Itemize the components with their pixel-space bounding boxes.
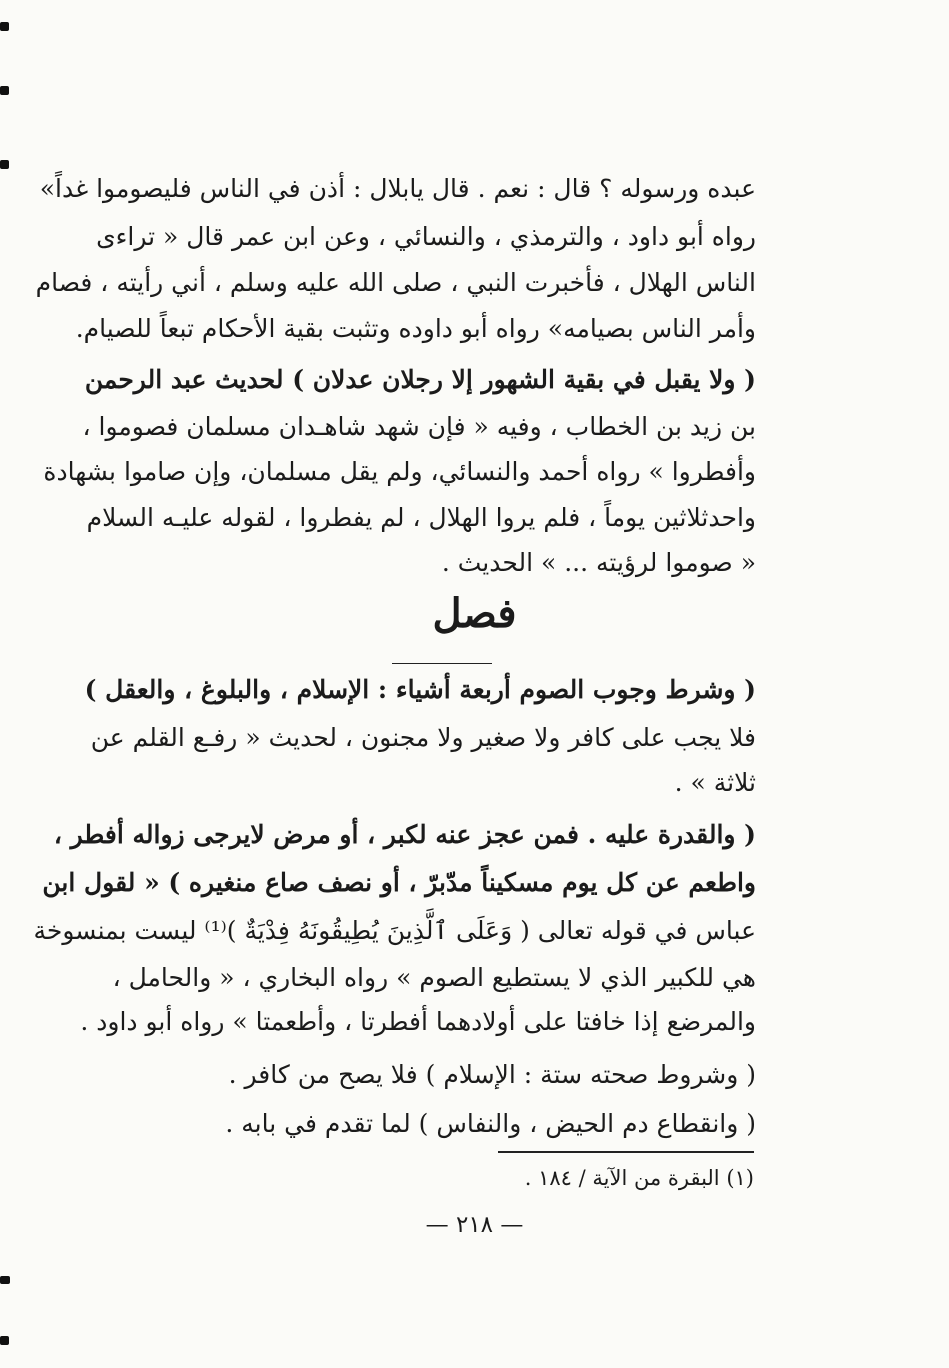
binding-mark <box>0 1336 9 1345</box>
text-line: فلا يجب على كافر ولا صغير ولا مجنون ، لحديث « رفـع القلم عن <box>90 723 756 752</box>
text-line: ( وانقطاع دم الحيض ، والنفاس ) لما تقدم في بابه . <box>225 1109 756 1138</box>
divider <box>392 663 492 664</box>
text-line: رواه أبو داود ، والترمذي ، والنسائي ، وعن ابن عمر قال « تراءى <box>96 222 756 251</box>
binding-mark <box>0 160 9 169</box>
text-line: عبده ورسوله ؟ قال : نعم . قال يابلال : أذن في الناس فليصوموا غداً» <box>39 174 756 203</box>
binding-mark <box>0 22 9 31</box>
text-line: ( وشروط صحته ستة : الإسلام ) فلا يصح من كافر . <box>228 1060 756 1089</box>
text-line: ( ولا يقبل في بقية الشهور إلا رجلان عدلان ) لحديث عبد الرحمن <box>84 365 756 394</box>
text-line: وأمر الناس بصيامه» رواه أبو داوده وتثبت بقية الأحكام تبعاً للصيام. <box>75 314 756 343</box>
binding-mark <box>0 1276 10 1284</box>
text-line: الناس الهلال ، فأخبرت النبي ، صلى الله عليه وسلم ، أني رأيته ، فصام <box>35 268 756 297</box>
text-line: ( والقدرة عليه . فمن عجز عنه لكبر ، أو مرض لايرجى زواله أفطر ، <box>53 820 756 849</box>
text-line: « صوموا لرؤيته ... » الحديث . <box>441 548 756 577</box>
text-line: ( وشرط وجوب الصوم أربعة أشياء : الإسلام ، والبلوغ ، والعقل ) <box>84 675 756 704</box>
text-line: واحدثلاثين يوماً ، فلم يروا الهلال ، لم يفطروا ، لقوله عليـه السلام <box>86 503 756 532</box>
text-line: هي للكبير الذي لا يستطيع الصوم » رواه البخاري ، « والحامل ، <box>112 963 756 992</box>
text-line: وأفطروا » رواه أحمد والنسائي، ولم يقل مسلمان، وإن صاموا بشهادة <box>43 457 756 486</box>
page-number: — ٢١٨ — <box>425 1212 524 1238</box>
text-line: ثلاثة » . <box>674 768 756 797</box>
section-heading: فصل <box>432 590 517 637</box>
text-line: واطعم عن كل يوم مسكيناً مدّبرّ ، أو نصف صاع منغيره ) « لقول ابن <box>42 868 756 897</box>
footnote: (١) البقرة من الآية / ١٨٤ . <box>524 1166 754 1190</box>
text-line: والمرضع إذا خافتا على أولادهما أفطرتا ، وأطعمتا » رواه أبو داود . <box>80 1007 756 1036</box>
text-line: عباس في قوله تعالى ( وَعَلَى ٱلَّذِينَ يُطِيقُونَهُ فِدْيَةٌ )⁽¹⁾ ليست بمنسوخة <box>33 916 756 945</box>
binding-mark <box>0 86 9 95</box>
text-line: بن زيد بن الخطاب ، وفيه « فإن شهد شاهـدان مسلمان فصوموا ، <box>82 412 756 441</box>
footnote-divider <box>498 1151 754 1153</box>
